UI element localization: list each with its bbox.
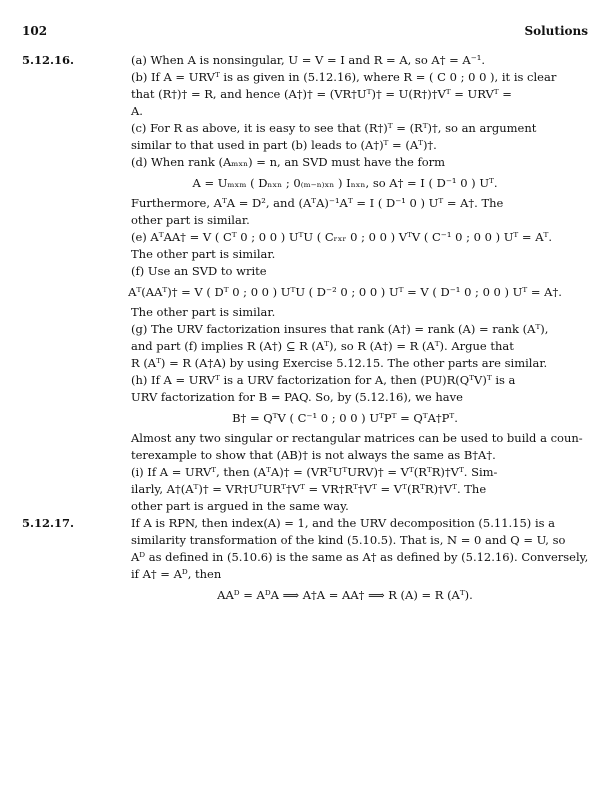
text-line: URV factorization for B = PAQ. So, by (5.12.16), we have xyxy=(131,390,463,404)
display-equation: Aᵀ(AAᵀ)† = V ( Dᵀ 0 ; 0 0 ) UᵀU ( D⁻² 0 ; 0 0 ) Uᵀ = V ( D⁻¹ 0 ; 0 0 ) Uᵀ = A†. xyxy=(128,285,562,299)
text-line: R (Aᵀ) = R (A†A) by using Exercise 5.12.15. The other parts are similar. xyxy=(131,356,548,370)
text-line: other part is argued in the same way. xyxy=(131,499,349,513)
page-number: 102 xyxy=(22,24,48,38)
text-line: Almost any two singular or rectangular matrices can be used to build a coun- xyxy=(131,431,583,445)
text-line: ilarly, A†(Aᵀ)† = VR†UᵀURᵀ†Vᵀ = VR†Rᵀ†Vᵀ = Vᵀ(RᵀR)†Vᵀ. The xyxy=(131,482,487,496)
text-line: (b) If A = URVᵀ is as given in (5.12.16), where R = ( C 0 ; 0 0 ), it is clear xyxy=(131,70,557,84)
text-line: and part (f) implies R (A†) ⊆ R (Aᵀ), so R (A†) = R (Aᵀ). Argue that xyxy=(131,339,514,353)
text-line: (i) If A = URVᵀ, then (AᵀA)† = (VRᵀUᵀURV)† = Vᵀ(RᵀR)†Vᵀ. Sim- xyxy=(131,465,498,479)
text-line: 5.12.17. If A is RPN, then index(A) = 1, and the URV decomposition (5.11.15) is a xyxy=(22,516,556,530)
text-line: if A† = Aᴰ, then xyxy=(131,567,222,581)
text-line: similarity transformation of the kind (5.10.5). That is, N = 0 and Q = U, so xyxy=(131,533,566,547)
problem-number: 5.12.16. xyxy=(22,53,75,67)
display-equation: AAᴰ = AᴰA ⟹ A†A = AA† ⟹ R (A) = R (Aᵀ). xyxy=(217,588,473,602)
text-line: terexample to show that (AB)† is not always the same as B†A†. xyxy=(131,448,496,462)
text-line: that (R†)† = R, and hence (A†)† = (VR†Uᵀ)† = U(R†)†Vᵀ = URVᵀ = xyxy=(131,87,512,101)
text-line: (h) If A = URVᵀ is a URV factorization for A, then (PU)R(QᵀV)ᵀ is a xyxy=(131,373,516,387)
text-line: Aᴰ as defined in (5.10.6) is the same as A† as defined by (5.12.16). Conversely, xyxy=(131,550,589,564)
problem-number: 5.12.17. xyxy=(22,516,75,530)
text-line: A. xyxy=(131,104,143,118)
text-line: 5.12.16. (a) When A is nonsingular, U = V = I and R = A, so A† = A⁻¹. xyxy=(22,53,486,67)
display-equation: B† = QᵀV ( C⁻¹ 0 ; 0 0 ) UᵀPᵀ = QᵀA†Pᵀ. xyxy=(232,411,458,425)
display-equation: A = Uₘₓₘ ( Dₙₓₙ ; 0₍ₘ₋ₙ₎ₓₙ ) Iₙₓₙ, so A† = I ( D⁻¹ 0 ) Uᵀ. xyxy=(192,176,498,190)
text-line: Furthermore, AᵀA = D², and (AᵀA)⁻¹Aᵀ = I ( D⁻¹ 0 ) Uᵀ = A†. The xyxy=(131,196,504,210)
text-line: The other part is similar. xyxy=(131,247,276,261)
text-line: (e) AᵀAA† = V ( Cᵀ 0 ; 0 0 ) UᵀU ( Cᵣₓᵣ 0 ; 0 0 ) VᵀV ( C⁻¹ 0 ; 0 0 ) Uᵀ = Aᵀ. xyxy=(131,230,552,244)
text-line: similar to that used in part (b) leads to (A†)ᵀ = (Aᵀ)†. xyxy=(131,138,437,152)
text-line: (d) When rank (Aₘₓₙ) = n, an SVD must have the form xyxy=(131,155,446,169)
text-line: other part is similar. xyxy=(131,213,250,227)
text-line: The other part is similar. xyxy=(131,305,276,319)
text-line: (g) The URV factorization insures that rank (A†) = rank (A) = rank (Aᵀ), xyxy=(131,322,549,336)
section-title: Solutions xyxy=(524,24,588,38)
text-line: (f) Use an SVD to write xyxy=(131,264,267,278)
solutions-body xyxy=(0,52,610,602)
text-line: (c) For R as above, it is easy to see that (R†)ᵀ = (Rᵀ)†, so an argument xyxy=(131,121,537,135)
